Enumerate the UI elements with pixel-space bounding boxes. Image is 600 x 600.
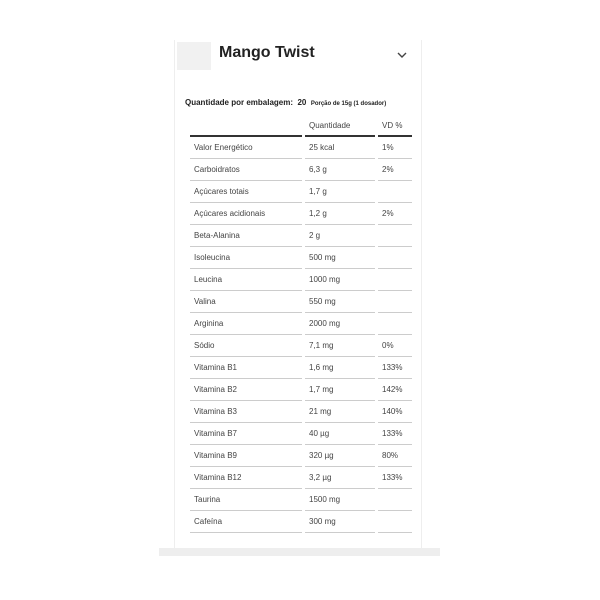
nutrient-amount: 1,6 mg (305, 357, 375, 379)
nutrient-name: Taurina (190, 489, 302, 511)
nutrient-name: Açúcares acidionais (190, 203, 302, 225)
table-row (190, 511, 412, 533)
nutrient-daily-value: 80% (378, 445, 412, 467)
nutrient-daily-value: 133% (378, 423, 412, 445)
nutrient-daily-value (378, 291, 412, 313)
nutrient-name: Vitamina B9 (190, 445, 302, 467)
header-nutrient (190, 115, 302, 137)
table-row (190, 225, 412, 247)
nutrient-name: Vitamina B12 (190, 467, 302, 489)
nutrient-daily-value: 142% (378, 379, 412, 401)
chevron-down-icon[interactable] (395, 48, 409, 62)
table-row (190, 159, 412, 181)
nutrient-daily-value (378, 181, 412, 203)
table-row (190, 269, 412, 291)
table-header-row (190, 115, 412, 137)
product-title: Mango Twist (219, 44, 315, 61)
nutrient-daily-value (378, 247, 412, 269)
nutrient-amount: 21 mg (305, 401, 375, 423)
table-row (190, 203, 412, 225)
nutrient-name: Vitamina B7 (190, 423, 302, 445)
accordion-header[interactable] (175, 40, 421, 70)
nutrient-amount: 40 µg (305, 423, 375, 445)
nutrient-amount: 1000 mg (305, 269, 375, 291)
nutrient-daily-value: 1% (378, 137, 412, 159)
table-row (190, 335, 412, 357)
nutrient-amount: 320 µg (305, 445, 375, 467)
nutrient-daily-value: 0% (378, 335, 412, 357)
nutrient-daily-value (378, 269, 412, 291)
nutrient-name: Cafeína (190, 511, 302, 533)
nutrient-amount: 500 mg (305, 247, 375, 269)
table-row (190, 357, 412, 379)
table-row (190, 489, 412, 511)
nutrient-name: Arginina (190, 313, 302, 335)
nutrient-amount: 1,7 g (305, 181, 375, 203)
nutrient-name: Sódio (190, 335, 302, 357)
table-row (190, 247, 412, 269)
nutrient-daily-value: 2% (378, 159, 412, 181)
nutrient-daily-value (378, 489, 412, 511)
header-daily-value: VD % (378, 115, 412, 137)
table-row (190, 467, 412, 489)
table-row (190, 181, 412, 203)
nutrient-name: Valina (190, 291, 302, 313)
nutrient-name: Leucina (190, 269, 302, 291)
nutrient-daily-value (378, 225, 412, 247)
nutrient-amount: 6,3 g (305, 159, 375, 181)
nutrient-amount: 2 g (305, 225, 375, 247)
nutrient-amount: 7,1 mg (305, 335, 375, 357)
nutrient-name: Vitamina B1 (190, 357, 302, 379)
nutrient-name: Açúcares totais (190, 181, 302, 203)
nutrient-amount: 1,7 mg (305, 379, 375, 401)
table-row (190, 423, 412, 445)
nutrient-amount: 550 mg (305, 291, 375, 313)
nutrition-table (187, 115, 415, 533)
table-row (190, 313, 412, 335)
nutrient-amount: 3,2 µg (305, 467, 375, 489)
table-row (190, 291, 412, 313)
nutrient-name: Isoleucina (190, 247, 302, 269)
nutrient-name: Vitamina B2 (190, 379, 302, 401)
header-quantity: Quantidade (305, 115, 375, 137)
nutrient-daily-value: 2% (378, 203, 412, 225)
table-row (190, 445, 412, 467)
product-thumbnail (177, 42, 211, 70)
nutrient-name: Valor Energético (190, 137, 302, 159)
nutrient-daily-value: 140% (378, 401, 412, 423)
nutrient-amount: 1500 mg (305, 489, 375, 511)
nutrient-daily-value: 133% (378, 467, 412, 489)
servings-count: 20 (297, 98, 307, 107)
nutrient-name: Carboidratos (190, 159, 302, 181)
nutrition-panel (174, 40, 422, 548)
nutrient-daily-value (378, 313, 412, 335)
nutrient-daily-value (378, 511, 412, 533)
nutrient-name: Beta-Alanina (190, 225, 302, 247)
nutrient-amount: 1,2 g (305, 203, 375, 225)
servings-label: Quantidade por embalagem: (185, 98, 294, 107)
bottom-divider (159, 548, 440, 556)
table-row (190, 379, 412, 401)
nutrient-amount: 2000 mg (305, 313, 375, 335)
nutrient-name: Vitamina B3 (190, 401, 302, 423)
table-row (190, 137, 412, 159)
table-row (190, 401, 412, 423)
servings-per-package (185, 92, 386, 110)
nutrient-daily-value: 133% (378, 357, 412, 379)
nutrient-amount: 300 mg (305, 511, 375, 533)
portion-size: Porção de 15g (1 dosador) (310, 101, 387, 107)
nutrient-amount: 25 kcal (305, 137, 375, 159)
